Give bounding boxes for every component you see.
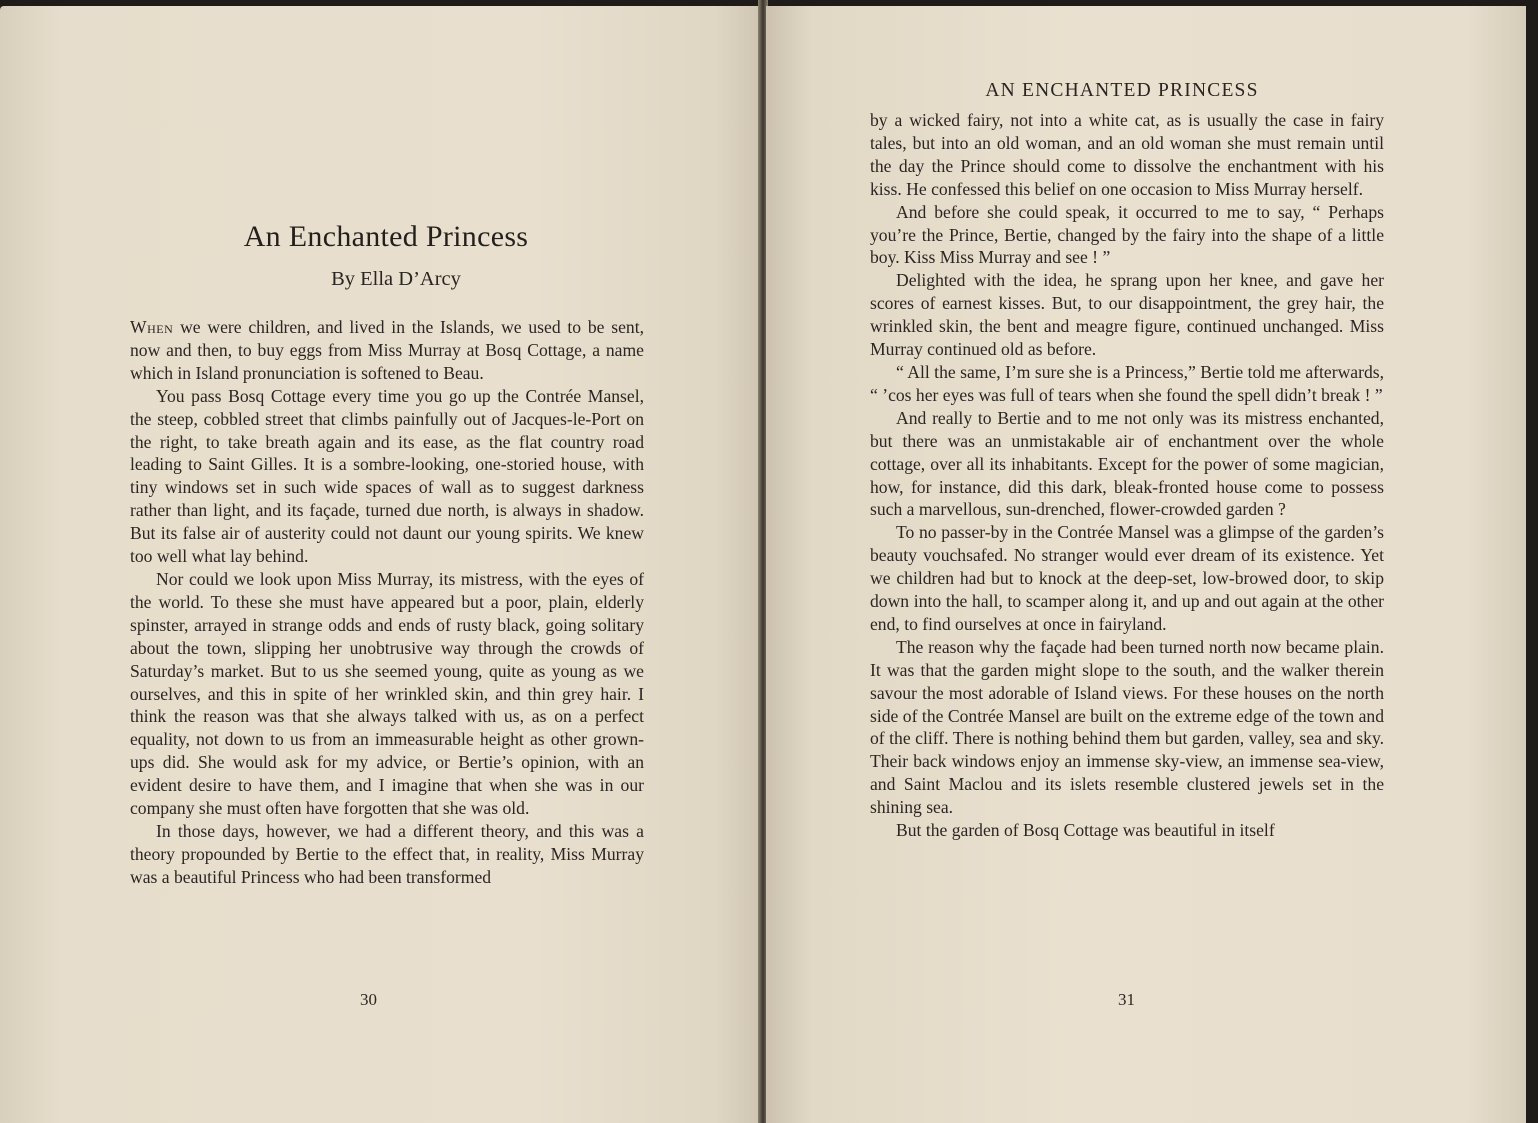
right-edge	[1526, 0, 1538, 1123]
right-page	[766, 6, 1526, 1123]
paragraph: Nor could we look upon Miss Murray, its mistress, with the eyes of the world. To these she must have appeared but a poor, plain, elderly spinster, arrayed in strange odds and ends of rusty black, going solitary about the town, slipping her unobtrusive way through the crowds of Saturday’s market. But to us she seemed young, quite as young as we ourselves, and this in spite of her wrinkled skin, and thin grey hair. I think the reason was that she always talked with us, as on a perfect equality, not down to us from an immeasurable height as other grown-ups did. She would ask for my advice, or Bertie’s opinion, with an evident desire to have them, and I imagine that when she was in our company she must often have forgotten that she was old.	[130, 568, 644, 819]
author-byline: By Ella D’Arcy	[331, 268, 461, 290]
paragraph-text: we were children, and lived in the Islands, we used to be sent, now and then, to buy eggs from Miss Murray at Bosq Cottage, a name which in Island pronunciation is softened to Beau.	[130, 317, 644, 383]
opening-word: When	[130, 317, 174, 337]
paragraph	[130, 316, 644, 385]
page-number: 30	[360, 990, 377, 1009]
paragraph: To no passer-by in the Contrée Mansel was a glimpse of the garden’s beauty vouchsafed. No stranger would ever dream of its existence. Yet we children had but to knock at the deep-set, low-browed door, to skip down into the hall, to scamper along it, and up and out again at the other end, to find ourselves at once in fairyland.	[870, 522, 1384, 634]
paragraph: The reason why the façade had been turned north now became plain. It was that the garden might slope to the south, and the walker therein savour the most adorable of Island views. For these houses on the north side of the Contrée Mansel are built on the extreme edge of the town and of the cliff. There is nothing behind them but garden, valley, sea and sky. Their back windows enjoy an immense sky-view, an immense sea-view, and Saint Maclou and its islets resemble clustered jewels set in the shining sea.	[870, 636, 1384, 818]
paragraph: “ All the same, I’m sure she is a Princess,” Bertie told me afterwards, “ ’cos her eyes was full of tears when she found the spell didn’t break ! ”	[870, 361, 1384, 405]
paragraph: But the garden of Bosq Cottage was beautiful in itself	[896, 820, 1275, 841]
paragraph: And really to Bertie and to me not only was its mistress enchanted, but there was an unmistakable air of enchantment over the whole cottage, over all its inhabitants. Except for the power of some magician, how, for instance, did this dark, bleak-fronted house come to possess such a marvellous, sun-drenched, flower-crowded garden ?	[870, 407, 1384, 520]
paragraph: You pass Bosq Cottage every time you go up the Contrée Mansel, the steep, cobbled street that climbs painfully out of Jacques-le-Port on the right, to take breath again and its ease, as the flat country road leading to Saint Gilles. It is a sombre-looking, one-storied house, with tiny windows set in such wide spaces of wall as to suggest darkness rather than light, and its façade, turned due north, is always in shadow. But its false air of austerity could not daunt our young spirits. We knew too well what lay behind.	[130, 385, 644, 567]
page-number: 31	[1118, 990, 1135, 1009]
right-page-body	[870, 109, 1384, 842]
left-page	[0, 6, 760, 1123]
paragraph: by a wicked fairy, not into a white cat, as is usually the case in fairy tales, but into an old woman, and an old woman she must remain until the day the Prince should come to dissolve the enchantment with his kiss. He confessed this belief on one occasion to Miss Murray herself.	[870, 110, 1384, 199]
running-head: AN ENCHANTED PRINCESS	[985, 80, 1259, 101]
story-title: An Enchanted Princess	[243, 220, 529, 253]
paragraph: In those days, however, we had a different theory, and this was a theory propounded by Bertie to the effect that, in reality, Miss Murray was a beautiful Princess who had been transformed	[130, 820, 644, 887]
paragraph: And before she could speak, it occurred to me to say, “ Perhaps you’re the Prince, Bertie, changed by the fairy into the shape of a little boy. Kiss Miss Murray and see ! ”	[870, 201, 1384, 268]
left-page-body	[130, 316, 644, 889]
paragraph: Delighted with the idea, he sprang upon her knee, and gave her scores of earnest kisses. But, to our disappointment, the grey hair, the wrinkled skin, the bent and meagre figure, continued unchanged. Miss Murray continued old as before.	[870, 270, 1384, 360]
